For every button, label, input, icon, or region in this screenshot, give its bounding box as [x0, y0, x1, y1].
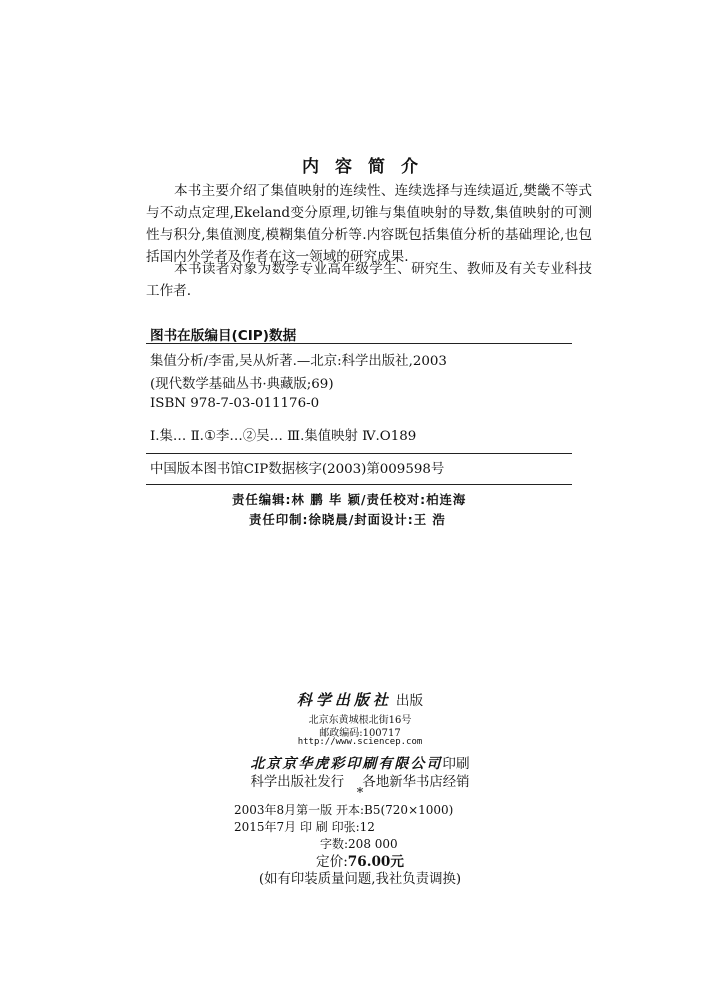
cip-series: (现代数学基础丛书·典藏版;69): [150, 377, 334, 392]
publisher-suffix: 出版: [395, 693, 424, 709]
distribution-line: 科学出版社发行 各地新华书店经销: [250, 775, 470, 790]
quality-note: (如有印装质量问题,我社负责调换): [258, 872, 462, 887]
summary-paragraph-2: 本书读者对象为数学专业高年级学生、研究生、教师及有关专业科技工作者.: [146, 261, 592, 299]
editor-credits: 责任编辑:林 鹏 毕 颖/责任校对:柏连海: [232, 492, 467, 507]
publisher-name: 科学出版社: [296, 691, 392, 709]
price-value: 76.00元: [347, 854, 404, 870]
word-count: 字数:208 000: [320, 837, 398, 851]
cip-top-rule: [146, 343, 572, 344]
cip-bottom-rule: [146, 484, 572, 485]
cip-citation: 集值分析/李雷,吴从炘著.—北京:科学出版社,2003: [150, 354, 447, 369]
summary-paragraph-1: 本书主要介绍了集值映射的连续性、连续选择与连续逼近,樊畿不等式与不动点定理,Ekeland变分原理,切锥与集值映射的导数,集值映射的可测性与积分,集值测度,模糊集值分析等.内容既包括集值分析的基础理论,也包括国内外学者及作者在这一领域的研究成果.: [146, 183, 592, 265]
printer-name: 北京京华虎彩印刷有限公司: [250, 756, 443, 772]
cip-heading: 图书在版编目(CIP)数据: [150, 328, 297, 344]
separator-asterisk: *: [356, 786, 364, 801]
price-line: [0, 850, 720, 870]
cip-middle-rule: [146, 453, 572, 454]
printer-suffix: 印刷: [442, 756, 470, 772]
publisher-url: http://www.sciencep.com: [297, 737, 423, 747]
cip-isbn: ISBN 978-7-03-011176-0: [150, 396, 320, 411]
summary-title: 内容简介: [302, 157, 434, 177]
publisher-address: 北京东黄城根北街16号: [308, 715, 412, 726]
printer-line: [0, 752, 720, 773]
production-credits: 责任印制:徐晓晨/封面设计:王 浩: [249, 512, 446, 527]
cip-classification: Ⅰ.集… Ⅱ.①李…②吴… Ⅲ.集值映射 Ⅳ.O189: [150, 429, 417, 444]
publisher-postal-code: 邮政编码:100717: [319, 728, 401, 739]
cip-record-number: 中国版本图书馆CIP数据核字(2003)第009598号: [150, 462, 445, 477]
edition-line: 2003年8月第一版 开本:B5(720×1000): [234, 803, 454, 817]
printing-line: 2015年7月 印 刷 印张:12: [234, 820, 375, 834]
price-label: 定价:: [316, 854, 348, 870]
publisher-line: [0, 689, 720, 710]
